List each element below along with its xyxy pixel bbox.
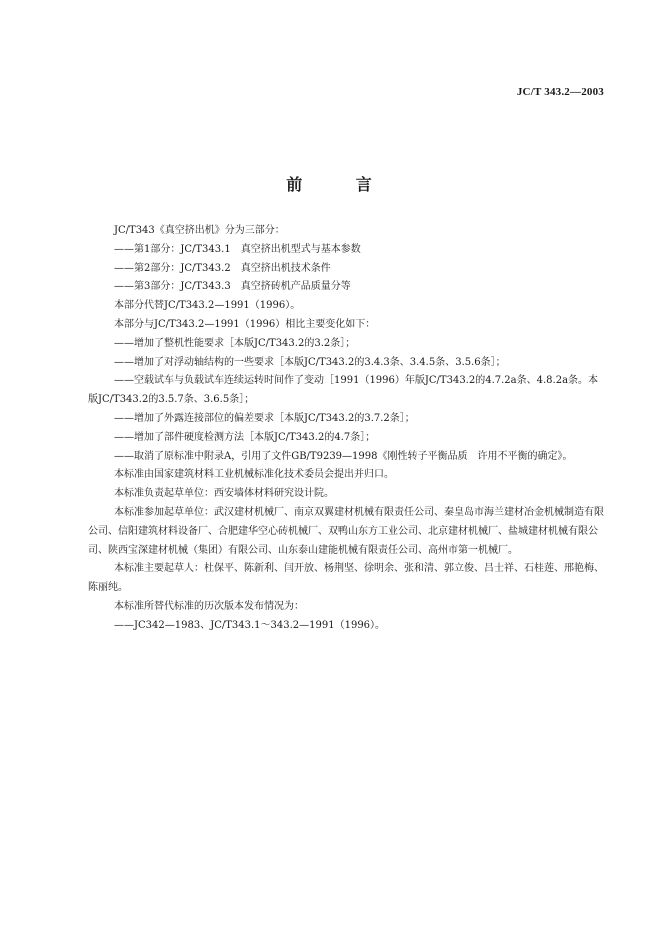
standard-code: JC/T 343.2—2003 xyxy=(516,86,604,98)
document-body xyxy=(88,222,608,636)
list-item-part-3: ——第3部分：JC/T343.3 真空挤砖机产品质量分等 xyxy=(114,281,351,293)
intro-paragraph: JC/T343《真空挤出机》分为三部分： xyxy=(114,225,285,236)
change-item: ——增加了部件硬度检测方法［本版JC/T343.2的4.7条］； xyxy=(114,431,376,443)
drafters-paragraph: 本标准主要起草人：杜保平、陈新利、闫开放、杨荆坚、徐明余、张和清、郭立俊、吕士祥、石桂莲、邢艳梅、陈丽纯。 xyxy=(88,563,604,594)
history-intro: 本标准所替代标准的历次版本发布情况为： xyxy=(114,600,304,612)
list-item-part-2: ——第2部分：JC/T343.2 真空挤出机技术条件 xyxy=(114,262,331,274)
change-item: ——增加了外露连接部位的偏差要求［本版JC/T343.2的3.7.2条］； xyxy=(114,412,415,424)
participants-paragraph: 本标准参加起草单位：武汉建材机械厂、南京双翼建材机械有限责任公司、秦皇岛市海兰建材冶金机械制造有限公司、信阳建筑材料设备厂、合肥建华空心砖机械厂、双鸭山东方工业公司、北京建材机械厂、盐城建材机械有限公司、陕西宝深建材机械（集团）有限公司、山东泰山建能机械有限责任公司、高州市第一机械厂。 xyxy=(88,506,604,556)
page-title: 前 言 xyxy=(286,175,396,194)
lead-drafter-paragraph: 本标准负责起草单位：西安墙体材料研究设计院。 xyxy=(114,488,334,500)
change-item: ——增加了对浮动轴结构的一些要求［本版JC/T343.2的3.4.3条、3.4.5条、3.5.6条］； xyxy=(114,356,506,368)
change-item: ——空载试车与负载试车连续运转时间作了变动［1991（1996）年版JC/T343.2的4.7.2a条、4.8.2a条。本版JC/T343.2的3.5.7条、3.6.5条］； xyxy=(88,375,599,406)
replacement-note: 本部分代替JC/T343.2—1991（1996）。 xyxy=(114,300,301,312)
proposer-paragraph: 本标准由国家建筑材料工业机械标准化技术委员会提出并归口。 xyxy=(114,469,394,481)
history-item: ——JC342—1983、JC/T343.1～343.2—1991（1996）。 xyxy=(114,619,386,631)
change-item: ——增加了整机性能要求［本版JC/T343.2的3.2条］； xyxy=(114,337,356,349)
change-item: ——取消了原标准中附录A，引用了文件GB/T9239—1998《刚性转子平衡品质 许用不平衡的确定》。 xyxy=(114,450,573,462)
changes-intro: 本部分与JC/T343.2—1991（1996）相比主要变化如下： xyxy=(114,318,376,330)
list-item-part-1: ——第1部分：JC/T343.1 真空挤出机型式与基本参数 xyxy=(114,243,361,255)
